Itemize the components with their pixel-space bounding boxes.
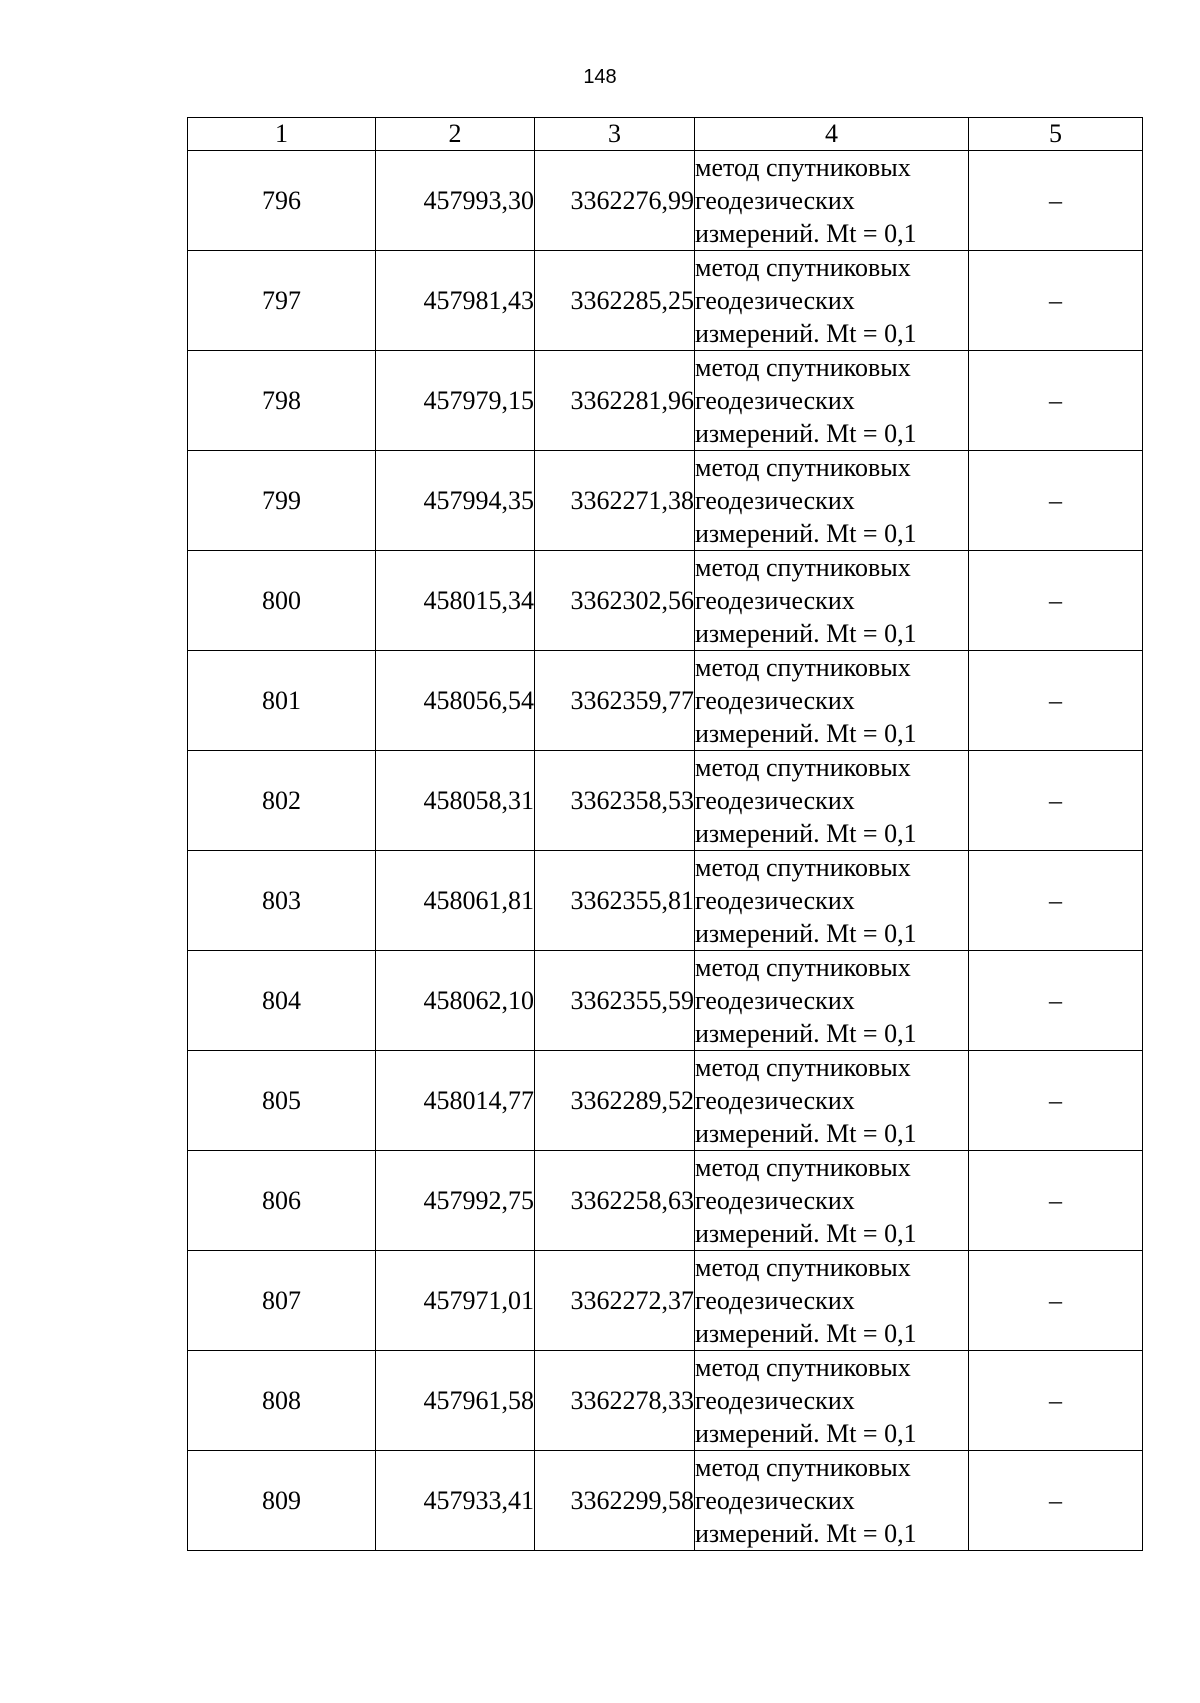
point-number-cell: 809 (188, 1451, 376, 1551)
method-line: метод спутниковых (695, 1353, 911, 1382)
point-number-cell: 808 (188, 1351, 376, 1451)
method-line: измерений. Mt = 0,1 (695, 1119, 917, 1148)
y-coordinate-cell: 3362299,58 (535, 1451, 695, 1551)
method-line: измерений. Mt = 0,1 (695, 719, 917, 748)
point-number-cell: 800 (188, 551, 376, 651)
method-line: метод спутниковых (695, 953, 911, 982)
page-number: 148 (583, 66, 617, 88)
point-number-cell: 797 (188, 251, 376, 351)
x-coordinate-cell: 458061,81 (376, 851, 535, 951)
note-cell: – (969, 551, 1143, 651)
method-line: геодезических (695, 386, 855, 415)
note-cell: – (969, 1151, 1143, 1251)
table-row (188, 1051, 1143, 1151)
point-number-cell: 802 (188, 751, 376, 851)
method-line: измерений. Mt = 0,1 (695, 819, 917, 848)
point-number-cell: 803 (188, 851, 376, 951)
y-coordinate-cell: 3362355,59 (535, 951, 695, 1051)
method-line: геодезических (695, 886, 855, 915)
header-col-3: 3 (535, 118, 695, 151)
method-cell (695, 251, 969, 351)
point-number-cell: 801 (188, 651, 376, 751)
note-cell: – (969, 1351, 1143, 1451)
method-line: измерений. Mt = 0,1 (695, 619, 917, 648)
method-cell (695, 1351, 969, 1451)
method-cell (695, 1451, 969, 1551)
method-line: геодезических (695, 1386, 855, 1415)
y-coordinate-cell: 3362271,38 (535, 451, 695, 551)
table-row (188, 651, 1143, 751)
method-line: метод спутниковых (695, 253, 911, 282)
method-cell (695, 151, 969, 251)
method-line: метод спутниковых (695, 153, 911, 182)
method-line: метод спутниковых (695, 1053, 911, 1082)
method-line: геодезических (695, 1286, 855, 1315)
method-line: метод спутниковых (695, 1153, 911, 1182)
method-line: геодезических (695, 1186, 855, 1215)
y-coordinate-cell: 3362272,37 (535, 1251, 695, 1351)
y-coordinate-cell: 3362289,52 (535, 1051, 695, 1151)
method-line: метод спутниковых (695, 1453, 911, 1482)
method-cell (695, 751, 969, 851)
note-cell: – (969, 951, 1143, 1051)
point-number-cell: 798 (188, 351, 376, 451)
point-number-cell: 804 (188, 951, 376, 1051)
method-line: геодезических (695, 186, 855, 215)
method-cell (695, 451, 969, 551)
x-coordinate-cell: 458056,54 (376, 651, 535, 751)
point-number-cell: 807 (188, 1251, 376, 1351)
table-row (188, 951, 1143, 1051)
y-coordinate-cell: 3362281,96 (535, 351, 695, 451)
note-cell: – (969, 651, 1143, 751)
point-number-cell: 799 (188, 451, 376, 551)
method-line: метод спутниковых (695, 653, 911, 682)
point-number-cell: 806 (188, 1151, 376, 1251)
table-row (188, 1251, 1143, 1351)
method-line: геодезических (695, 686, 855, 715)
x-coordinate-cell: 457971,01 (376, 1251, 535, 1351)
table-row (188, 551, 1143, 651)
method-line: измерений. Mt = 0,1 (695, 319, 917, 348)
y-coordinate-cell: 3362285,25 (535, 251, 695, 351)
method-cell (695, 1151, 969, 1251)
method-line: геодезических (695, 1486, 855, 1515)
table-row (188, 451, 1143, 551)
method-line: измерений. Mt = 0,1 (695, 519, 917, 548)
method-cell (695, 1051, 969, 1151)
method-line: метод спутниковых (695, 553, 911, 582)
note-cell: – (969, 451, 1143, 551)
method-line: измерений. Mt = 0,1 (695, 219, 917, 248)
method-line: метод спутниковых (695, 753, 911, 782)
method-cell (695, 651, 969, 751)
method-line: измерений. Mt = 0,1 (695, 919, 917, 948)
method-line: метод спутниковых (695, 1253, 911, 1282)
y-coordinate-cell: 3362302,56 (535, 551, 695, 651)
x-coordinate-cell: 457992,75 (376, 1151, 535, 1251)
x-coordinate-cell: 457979,15 (376, 351, 535, 451)
method-cell (695, 551, 969, 651)
method-cell (695, 851, 969, 951)
method-line: измерений. Mt = 0,1 (695, 1219, 917, 1248)
x-coordinate-cell: 458015,34 (376, 551, 535, 651)
note-cell: – (969, 151, 1143, 251)
table-row (188, 251, 1143, 351)
x-coordinate-cell: 457933,41 (376, 1451, 535, 1551)
method-line: геодезических (695, 786, 855, 815)
header-col-5: 5 (969, 118, 1143, 151)
y-coordinate-cell: 3362355,81 (535, 851, 695, 951)
method-line: измерений. Mt = 0,1 (695, 1419, 917, 1448)
method-cell (695, 1251, 969, 1351)
method-line: геодезических (695, 1086, 855, 1115)
x-coordinate-cell: 457961,58 (376, 1351, 535, 1451)
note-cell: – (969, 1251, 1143, 1351)
y-coordinate-cell: 3362359,77 (535, 651, 695, 751)
header-col-2: 2 (376, 118, 535, 151)
method-line: геодезических (695, 586, 855, 615)
method-line: измерений. Mt = 0,1 (695, 1319, 917, 1348)
method-line: геодезических (695, 986, 855, 1015)
method-line: геодезических (695, 286, 855, 315)
coordinates-table (187, 117, 1143, 1551)
method-line: геодезических (695, 486, 855, 515)
note-cell: – (969, 1051, 1143, 1151)
note-cell: – (969, 251, 1143, 351)
method-line: метод спутниковых (695, 353, 911, 382)
method-line: измерений. Mt = 0,1 (695, 1519, 917, 1548)
table-row (188, 1151, 1143, 1251)
table-row (188, 351, 1143, 451)
table-row (188, 1351, 1143, 1451)
header-col-4: 4 (695, 118, 969, 151)
method-cell (695, 351, 969, 451)
table-header-row (188, 118, 1143, 151)
y-coordinate-cell: 3362276,99 (535, 151, 695, 251)
y-coordinate-cell: 3362358,53 (535, 751, 695, 851)
method-line: метод спутниковых (695, 453, 911, 482)
x-coordinate-cell: 458062,10 (376, 951, 535, 1051)
point-number-cell: 805 (188, 1051, 376, 1151)
method-line: метод спутниковых (695, 853, 911, 882)
note-cell: – (969, 851, 1143, 951)
note-cell: – (969, 751, 1143, 851)
note-cell: – (969, 351, 1143, 451)
y-coordinate-cell: 3362278,33 (535, 1351, 695, 1451)
x-coordinate-cell: 457981,43 (376, 251, 535, 351)
method-line: измерений. Mt = 0,1 (695, 419, 917, 448)
method-cell (695, 951, 969, 1051)
table-row (188, 1451, 1143, 1551)
table-row (188, 851, 1143, 951)
x-coordinate-cell: 457993,30 (376, 151, 535, 251)
table-row (188, 151, 1143, 251)
table-row (188, 751, 1143, 851)
point-number-cell: 796 (188, 151, 376, 251)
x-coordinate-cell: 458014,77 (376, 1051, 535, 1151)
header-col-1: 1 (188, 118, 376, 151)
note-cell: – (969, 1451, 1143, 1551)
x-coordinate-cell: 457994,35 (376, 451, 535, 551)
y-coordinate-cell: 3362258,63 (535, 1151, 695, 1251)
x-coordinate-cell: 458058,31 (376, 751, 535, 851)
method-line: измерений. Mt = 0,1 (695, 1019, 917, 1048)
